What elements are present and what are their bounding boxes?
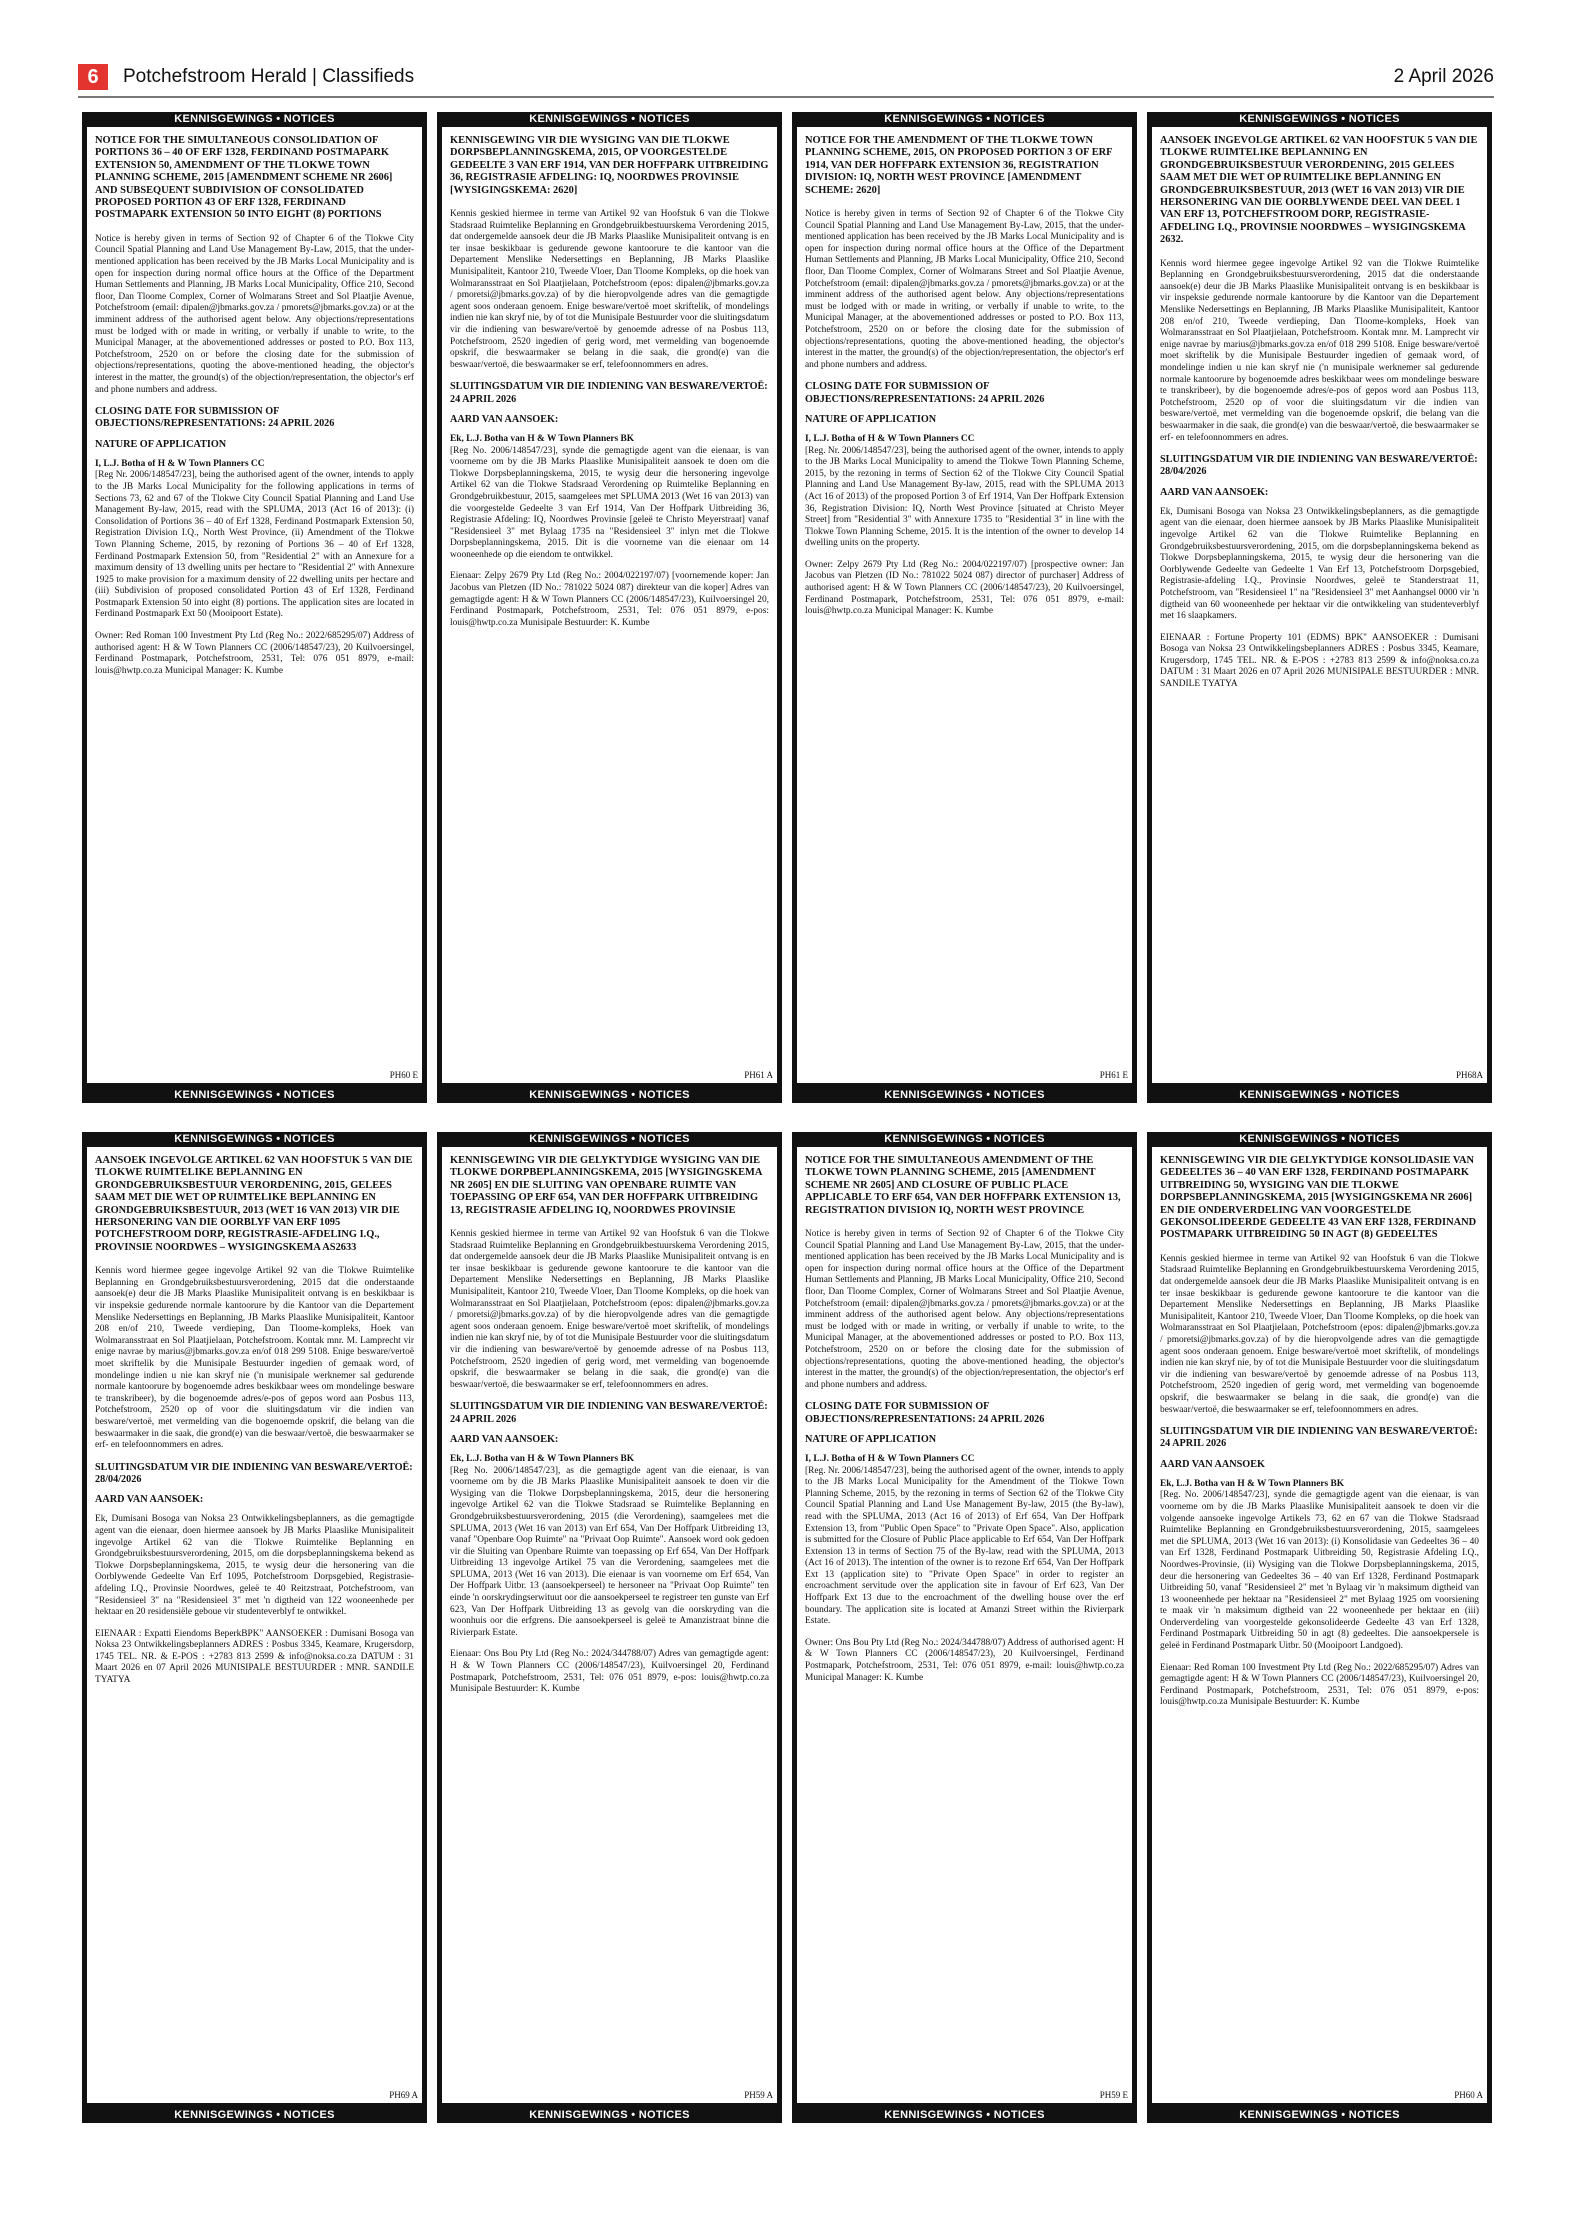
notice-header-bar: KENNISGEWINGS • NOTICES xyxy=(1147,112,1492,127)
nature-heading: NATURE OF APPLICATION xyxy=(805,413,937,425)
notice-body: Kennis word hiermee gegee ingevolge Artikel 92 van die Tlokwe Ruimtelike Beplanning en Grondgebruiksbestuursverordening, 2015 dat die onderstaande aansoek(e) deur die JB Marks Plaaslike Munisipaliteit ontvang is en beskikbaar is vir inspeksie gedurende normale kantoorure by die Kantoor van die Departement Menslike Nedersettings en Beplanning, JB Marks Plaaslike Munisipaliteit, Kantoor 208 en/of 210, Tweede verdieping, Dan Tloome-kompleks, Hoek van Wolmaransstraat en Sol Plaatjielaan, Potchefstroom. Kontak mnr. M. Lamprecht vir enige navrae by marius@jbmarks.gov.za en/of 018 299 5108. Enige besware/vertoë moet skriftelik by die Munisipale Bestuurder ingedien of gemaak word, of mondelinge indien u nie kan skryf nie ('n munisipale werknemer sal gedurende normale kantoorure by bogenoemde adres beskikbaar wees om mondelinge besware te transkribeer), by die bogenoemde adres/e-pos of gepos word aan Posbus 113, Potchefstroom, 2520 op of voor die sluitingsdatum vir die indien van besware/vertoë, met vermelding van die bogenoemde opskrif, die belang van die beswaarmaker in die saak, die grond(e) van die beswaar/vertoë, die beswaarmaker se erf- en telefoonnommers en adres. xyxy=(95,1266,414,1451)
notice-header-bar: KENNISGEWINGS • NOTICES xyxy=(437,112,782,127)
notice-ref: PH59 A xyxy=(744,2090,773,2100)
notice-body: Kennis geskied hiermee in terme van Artikel 92 van Hoofstuk 6 van die Tlokwe Stadsraad Ruimtelike Beplanning en Grondgebruikbestuurskema Verordening 2015, dat ondergemelde aansoek deur die JB Marks Plaaslike Munisipaliteit ontvang is en ter insae beskikbaar is gedurende gewone kantoorure te die kantoor van die Departement Menslike Nedersettings en Beplanning, JB Marks Plaaslike Munisipaliteit, Kantoor 210, Tweede Vloer, Dan Tloome Kompleks, op die hoek van Wolmaransstraat en Sol Plaatjielaan, Potchefstroom (epos: dipalen@jbmarks.gov.za / pmoretsi@jbmarks.gov.za) of by die hieropvolgende adres van die gemagtigde agent soos onderaan genoem. Enige besware/vertoë moet skriftelik, of mondelings indien nie kan skryf nie, by of tot die Munisipale Bestuurder voor die sluitingsdatum vir die indiening van besware/vertoë by genoemde adresse of na Posbus 113, Potchefstroom, 2520 ingedien of gerig word, met vermelding van bogenoemde opskrif, die beswaarmaker se belang in die saak, die grond(e) van die beswaar/vertoë, die beswaarmaker se erf, telefoonnommers en adres. xyxy=(450,209,769,370)
notice-title: KENNISGEWING VIR DIE GELYKTYDIGE WYSIGING VAN DIE TLOKWE DORPBEPLANNINGSKEMA, 2015 [WYSIGINGSKEMA NR 2605] EN DIE SLUITING VAN OPENBARE RUIMTE VAN TOEPASSING OP ERF 654, VAN DER HOFFPARK UITBREIDING 13, REGISTRASIE AFDELING IQ, NOORDWES PROVINSIE xyxy=(450,1155,762,1216)
notice-header-bar: KENNISGEWINGS • NOTICES xyxy=(437,1132,782,1147)
notice-title: KENNISGEWING VIR DIE GELYKTYDIGE KONSOLIDASIE VAN GEDEELTES 36 – 40 VAN ERF 1328, FERDINAND POSTMAPARK UITBREIDING 50, WYSIGING VAN DIE TLOKWE DORPSBEPLANNINGSKEMA, 2015 [WYSIGINGSKEMA NR 2606] EN DIE ONDERVERDELING VAN VOORGESTELDE GEKONSOLIDEERDE GEDEELTE 43 VAN ERF 1328, FERDINAND POSTMAPARK UITBREIDING 50 IN AGT (8) GEDEELTES xyxy=(1160,1155,1477,1241)
notice-footer: Eienaar: Ons Bou Pty Ltd (Reg No.: 2024/344788/07) Adres van gemagtigde agent: H & W Town Planners CC (2006/148547/23), Kuilvoersingel 20, Ferdinand Postmapark, Potchefstroom, 2531, Tel: 076 051 8979, e-pos: louis@hwtp.co.za Munisipale Bestuurder: K. Kumbe xyxy=(450,1649,769,1695)
notice-body: Kennis geskied hiermee in terme van Artikel 92 van Hoofstuk 6 van die Tlokwe Stadsraad Ruimtelike Beplanning en Grondgebruikbestuurskema Verordening 2015, dat ondergemelde aansoek deur die JB Marks Plaaslike Munisipaliteit ontvang is en ter insae beskikbaar is gedurende gewone kantoorure te die kantoor van die Departement Menslike Nedersettings en Beplanning, JB Marks Plaaslike Munisipaliteit, Kantoor 210, Tweede Vloer, Dan Tloome Kompleks, op die hoek van Wolmaransstraat en Sol Plaatjielaan, Potchefstroom (epos: dipalen@jbmarks.gov.za / pmoretsi@jbmarks.gov.za) of by die hieropvolgende adres van die gemagtigde agent soos onderaan genoem. Enige besware/vertoë moet skriftelik, of mondelings indien nie kan skryf nie, by of tot die Munisipale Bestuurder voor die sluitingsdatum vir die indiening van besware/vertoë by genoemde adresse of na Posbus 113, Potchefstroom, 2520 ingedien of gerig word, met vermelding van bogenoemde opskrif, die beswaarmaker se belang in die saak, die grond(e) van die beswaar/vertoë, die beswaarmaker se erf, telefoonnommers en adres. xyxy=(450,1229,769,1390)
notice-footer-bar: KENNISGEWINGS • NOTICES xyxy=(1147,2108,1492,2123)
notice-ref: PH60 E xyxy=(389,1070,418,1080)
notice-box xyxy=(1147,1133,1492,2121)
notice-footer-bar: KENNISGEWINGS • NOTICES xyxy=(437,1088,782,1103)
applicant-line: Ek, L.J. Botha van H & W Town Planners BK xyxy=(1160,1478,1345,1489)
nature-text: Ek, Dumisani Bosoga van Noksa 23 Ontwikkelingsbeplanners, as die gemagtigde agent van die eienaar, doen hiermee aansoek by JB Marks Plaaslike Munisipaliteit ingevolge Artikel 62 van die Tlokwe Ruimtelike Beplanning en Grondgebruiksbestuursverordening, 2015, om die dorpsbeplanningskema bekend as Tlokwe Dorpsbeplanningskema, 2015, te wysig deur die hersonering van die Oorblywende Gedeelte van Gedeelte 1 Van Erf 13, Potchefstroom Dorpsgebied, Registrasie-afdeling I.Q., Provinsie Noordwes, geleë te Standerstraat 11, Potchefstroom, van "Residensieel 1" na "Residensieel 3" met Aanhangsel 0000 vir 'n digtheid van 60 wooneenhede per hektaar vir die ontwikkeling van studenteverblyf met 16 slaapkamers. xyxy=(1160,506,1479,622)
notice-footer-bar: KENNISGEWINGS • NOTICES xyxy=(82,2108,427,2123)
nature-heading: AARD VAN AANSOEK: xyxy=(95,1494,204,1506)
notice-ref: PH61 A xyxy=(744,1070,773,1080)
page-header xyxy=(78,64,1494,92)
nature-heading: AARD VAN AANSOEK: xyxy=(450,1433,559,1445)
notice-footer-bar: KENNISGEWINGS • NOTICES xyxy=(82,1088,427,1103)
header-rule xyxy=(78,96,1494,98)
notice-box xyxy=(437,113,782,1101)
notice-header-bar: KENNISGEWINGS • NOTICES xyxy=(792,112,1137,127)
nature-heading: AARD VAN AANSOEK xyxy=(1160,1458,1265,1470)
nature-text: [Reg No. 2006/148547/23], synde die gemagtigde agent van die eienaar, is van voorneme om by die JB Marks Plaaslike Munisipaliteit aansoek te doen om die Tlokwe Dorpsbeplanningskema, 2015, te wysig deur die hersonering ingevolge Artikel 62 van die Tlokwe Stadsraad Verordening op Ruimtelike Beplanning en Grondgebruikbestuur, 2015, saamgelees met SPLUMA 2013 (Wet 16 van 2013) van die voorgestelde Gedeelte 3 van Erf 1914, Van Der Hoffpark Uitbreiding 36, Registrasie Afdeling: IQ, Noordwes Provinsie [geleë te Christo Meyerstraat] vanaf "Residensieel 3" met Bylaag 1735 na "Residensieel 3" inlyn met die Tlokwe Dorpsbeplanningskema, 2015. Dit is die voorneme van die eienaar om 14 wooneenhede op die eiendom te ontwikkel. xyxy=(450,445,769,560)
notice-footer: Eienaar: Zelpy 2679 Pty Ltd (Reg No.: 2004/022197/07) [voornemende koper: Jan Jacobus van Pletzen (ID No.: 781022 5024 087) direkteur van die koper] Adres van gemagtigde agent: H & W Town Planners CC (2006/148547/23), Kuilvoersingel 20, Ferdinand Postmapark, Potchefstroom, 2531, Tel: 076 051 8979, e-pos: louis@hwtp.co.za Munisipale Bestuurder: K. Kumbe xyxy=(450,571,769,628)
publication-title: Potchefstroom Herald | Classifieds xyxy=(123,66,415,87)
notice-box xyxy=(792,1133,1137,2121)
nature-heading: NATURE OF APPLICATION xyxy=(805,1433,937,1445)
closing-date: SLUITINGSDATUM VIR DIE INDIENING VAN BESWARE/VERTOË: 24 APRIL 2026 xyxy=(450,381,768,405)
closing-date: SLUITINGSDATUM VIR DIE INDIENING VAN BESWARE/VERTOË: 24 APRIL 2026 xyxy=(1160,1426,1478,1450)
nature-heading: NATURE OF APPLICATION xyxy=(95,438,227,450)
page-number: 6 xyxy=(78,64,108,90)
notice-ref: PH59 E xyxy=(1099,2090,1128,2100)
notice-title: NOTICE FOR THE SIMULTANEOUS AMENDMENT OF THE TLOKWE TOWN PLANNING SCHEME, 2015 [AMENDMENT SCHEME NR 2605] AND CLOSURE OF PUBLIC PLACE APPLICABLE TO ERF 654, VAN DER HOFFPARK EXTENSION 13, REGISTRATION DIVISION IQ, NORTH WEST PROVINCE xyxy=(805,1155,1121,1216)
notice-footer: EIENAAR : Fortune Property 101 (EDMS) BPK" AANSOEKER : Dumisani Bosoga van Noksa 23 Ontwikkelingsbeplanners ADRES : Posbus 3345, Keamare, Krugersdorp, 1745 TEL. NR. & E-POS : +2783 813 2599 & info@noksa.co.za DATUM : 31 Maart 2026 en 07 April 2026 MUNISIPALE BESTUURDER : MNR. SANDILE TYATYA xyxy=(1160,632,1479,690)
notice-title: NOTICE FOR THE AMENDMENT OF THE TLOKWE TOWN PLANNING SCHEME, 2015, ON PROPOSED PORTION 3 OF ERF 1914, VAN DER HOFFPARK EXTENSION 36, REGISTRATION DIVISION: IQ, NORTH WEST PROVINCE [AMENDMENT SCHEME: 2620] xyxy=(805,135,1113,196)
closing-date: SLUITINGSDATUM VIR DIE INDIENING VAN BESWARE/VERTOË: 28/04/2026 xyxy=(95,1461,413,1485)
notice-footer: EIENAAR : Expatti Eiendoms BeperkBPK" AANSOEKER : Dumisani Bosoga van Noksa 23 Ontwikkelingsbeplanners ADRES : Posbus 3345, Keamare, Krugersdorp, 1745 TEL. NR. & E-POS : +2783 813 2599 & info@noksa.co.za DATUM : 31 Maart 2026 en 07 April 2026 MUNISIPALE BESTUURDER : MNR. SANDILE TYATYA xyxy=(95,1628,414,1686)
notice-title: AANSOEK INGEVOLGE ARTIKEL 62 VAN HOOFSTUK 5 VAN DIE TLOKWE RUIMTELIKE BEPLANNING EN GRONDGEBRUIKSBESTUUR VERORDENING, 2015 GELEES SAAM MET DIE WET OP RUIMTELIKE BEPLANNING EN GRONDGEBRUIKSBESTUUR, 2013 (WET 16 VAN 2013) VIR DIE HERSONERING VAN DIE OORBLYWENDE DEEL VAN DEEL 1 VAN ERF 13, POTCHEFSTROOM DORP, REGISTRASIE-AFDELING I.Q., PROVINSIE NOORDWES – WYSIGINGSKEMA 2632. xyxy=(1160,135,1478,246)
notice-box xyxy=(82,113,427,1101)
nature-heading: AARD VAN AANSOEK: xyxy=(1160,486,1269,498)
notice-ref: PH69 A xyxy=(389,2090,418,2100)
closing-date: SLUITINGSDATUM VIR DIE INDIENING VAN BESWARE/VERTOË: 24 APRIL 2026 xyxy=(450,1401,768,1425)
applicant-line: Ek, L.J. Botha van H & W Town Planners BK xyxy=(450,433,635,444)
notice-footer: Owner: Ons Bou Pty Ltd (Reg No.: 2024/344788/07) Address of authorised agent: H & W Town Planners CC (2006/148547/23), 20 Kuilvoersingel, Ferdinand Postmapark, Potchefstroom, 2531, Tel: 076 051 8979, e-mail: louis@hwtp.co.za Municipal Manager: K. Kumbe xyxy=(805,1637,1124,1683)
notice-header-bar: KENNISGEWINGS • NOTICES xyxy=(792,1132,1137,1147)
applicant-line: Ek, L.J. Botha van H & W Town Planners BK xyxy=(450,1453,635,1464)
closing-date: CLOSING DATE FOR SUBMISSION OF OBJECTIONS/REPRESENTATIONS: 24 APRIL 2026 xyxy=(805,381,1045,405)
nature-text: [Reg. Nr. 2006/148547/23], being the authorised agent of the owner, intends to apply to the JB Marks Local Municipality for the Amendment of the Tlokwe Town Planning Scheme, 2015, by the rezoning in terms of Section 62 of the Tlokwe City Council Spatial Planning and Land Use Management By-law, 2015 (the By-law), read with the SPLUMA, 2013 (Act 16 of 2013) of Erf 654, Van Der Hoffpark Extension 13, from "Public Open Space" to "Private Open Space". Also, application is submitted for the Closure of Public Place applicable to Erf 654, Van Der Hoffpark Extension 13 in terms of Section 75 of the By-law, read with the SPLUMA, 2013 (Act 16 of 2013). The intention of the owner is to rezone Erf 654, Van Der Hoffpark Ext 13 (application site) to "Private Open Space" in order to register an encroachment servitude over the application site in favour of Erf 623, Van Der Hoffpark Ext 13 due to the encroachment of the dwelling house over the erf boundary. The application site is located at Amanzi Street within the Rivierpark Estate. xyxy=(805,1465,1124,1627)
nature-heading: AARD VAN AANSOEK: xyxy=(450,413,559,425)
notice-body: Kennis word hiermee gegee ingevolge Artikel 92 van die Tlokwe Ruimtelike Beplanning en Grondgebruiksbestuursverordening, 2015 dat die onderstaande aansoek(e) deur die JB Marks Plaaslike Munisipaliteit ontvang is en beskikbaar is vir inspeksie gedurende normale kantoorure by die Kantoor van die Departement Menslike Nedersettings en Beplanning, JB Marks Plaaslike Munisipaliteit, Kantoor 208 en/of 210, Tweede verdieping, Dan Tloome-kompleks, Hoek van Wolmaransstraat en Sol Plaatjielaan, Potchefstroom. Kontak mnr. M. Lamprecht vir enige navrae by marius@jbmarks.gov.za en/of 018 299 5108. Enige besware/vertoë moet skriftelik by die Munisipale Bestuurder ingedien of gemaak word, of mondelinge indien u nie kan skryf nie ('n munisipale werknemer sal gedurende normale kantoorure by bogenoemde adres beskikbaar wees om mondelinge besware te transkribeer), by die bogenoemde adres/e-pos of gepos word aan Posbus 113, Potchefstroom, 2520 op of voor die sluitingsdatum vir die indien van besware/vertoë, met vermelding van die bogenoemde opskrif, die belang van die beswaarmaker in die saak, die grond(e) van die beswaar/vertoë, die beswaarmaker se erf- en telefoonnommers en adres. xyxy=(1160,258,1479,443)
notice-body: Kennis geskied hiermee in terme van Artikel 92 van Hoofstuk 6 van die Tlokwe Stadsraad Ruimtelike Beplanning en Grondgebruikbestuurskema Verordening 2015, dat ondergemelde aansoek deur die JB Marks Plaaslike Munisipaliteit ontvang is en ter insae beskikbaar is gedurende gewone kantoorure te die kantoor van die Departement Menslike Nedersettings en Beplanning, JB Marks Plaaslike Munisipaliteit, Kantoor 210, Tweede Vloer, Dan Tloome Kompleks, op die hoek van Wolmaransstraat en Sol Plaatjielaan, Potchefstroom (epos: dipalen@jbmarks.gov.za / pmoretsi@jbmarks.gov.za) of by die hieropvolgende adres van die gemagtigde agent soos onderaan genoem. Enige besware/vertoë moet skriftelik, of mondelings indien nie kan skryf nie, by of tot die Munisipale Bestuurder voor die sluitingsdatum vir die indiening van besware/vertoë by genoemde adresse of na Posbus 113, Potchefstroom, 2520 ingedien of gerig word, met vermelding van bogenoemde opskrif, die beswaarmaker se belang in die saak, die grond(e) van die beswaar/vertoë, die beswaarmaker se erf, telefoonnommers en adres. xyxy=(1160,1253,1479,1415)
notice-title: NOTICE FOR THE SIMULTANEOUS CONSOLIDATION OF PORTIONS 36 – 40 OF ERF 1328, FERDINAND POSTMAPARK EXTENSION 50, AMENDMENT OF THE TLOKWE TOWN PLANNING SCHEME, 2015 [AMENDMENT SCHEME NR 2606] AND SUBSEQUENT SUBDIVISION OF CONSOLIDATED PROPOSED PORTION 43 OF ERF 1328, FERDINAND POSTMAPARK EXTENSION 50 INTO EIGHT (8) PORTIONS xyxy=(95,135,393,221)
notice-title: AANSOEK INGEVOLGE ARTIKEL 62 VAN HOOFSTUK 5 VAN DIE TLOKWE RUIMTELIKE BEPLANNING EN GRONDGEBRUIKSBESTUUR VERORDENING, 2015, GELEES SAAM MET DIE WET OP RUIMTELIKE BEPLANNING EN GRONDGEBRUIKSBESTUUR, 2013 (WET 16 VAN 2013) VIR DIE HERSONERING VAN DIE OORBLYF VAN ERF 1095 POTCHEFSTROOM DORP, REGISTRASIE-AFDELING I.Q., PROVINSIE NOORDWES – WYSIGINGSKEMA AS2633 xyxy=(95,1155,413,1253)
nature-text: Ek, Dumisani Bosoga van Noksa 23 Ontwikkelingsbeplanners, as die gemagtigde agent van die eienaar, doen hiermee aansoek by JB Marks Plaaslike Munisipaliteit ingevolge Artikel 62 van die Tlokwe Ruimtelike Beplanning en Grondgebruiksbestuursverordening, 2015, om die dorpsbeplanningskema bekend as Tlokwe Dorpsbeplanningskema, 2015, te wysig deur die hersonering van die Oorblywende Gedeelte Van Erf 1095, Potchefstroom Dorpsgebied, Registrasie-afdeling I.Q., Provinsie Noordwes, geleë te 40 Reitzstraat, Potchefstroom, van "Residensieel 3" na "Residensieel 3" met 'n digtheid van 122 wooneenhede per hektaar en 20 residensiële geboue vir studenteverblyf te ontwikkel. xyxy=(95,1514,414,1618)
notice-footer: Eienaar: Red Roman 100 Investment Pty Ltd (Reg No.: 2022/685295/07) Adres van gemagtigde agent: H & W Town Planners CC (2006/148547/23), Kuilvoersingel 20, Ferdinand Postmapark, Potchefstroom, 2531, Tel: 076 051 8979, e-pos: louis@hwtp.co.za Munisipale Bestuurder: K. Kumbe xyxy=(1160,1662,1479,1708)
notice-box xyxy=(82,1133,427,2121)
notice-box xyxy=(1147,113,1492,1101)
notice-header-bar: KENNISGEWINGS • NOTICES xyxy=(82,1132,427,1147)
notice-ref: PH61 E xyxy=(1099,1070,1128,1080)
nature-text: [Reg. No. 2006/148547/23], synde die gemagtigde agent van die eienaar, is van voorneme om by die JB Marks Plaaslike Munisipaliteit aansoek te doen vir die volgende aansoeke ingevolge Artikels 73, 62 en 67 van die Tlokwe Stadsraad Ruimtelike Beplanning en Grondgebruiksbestuursverordening, 2015, saamgelees met die SPLUMA, 2013 (Wet 16 van 2013): (i) Konsolidasie van Gedeeltes 36 – 40 van Erf 1328, Ferdinand Postmapark Uitbreiding 50, Registrasie Afdeling I.Q., Noordwes-Provinsie, (ii) Wysiging van die Tlokwe Dorpsbeplanningskema, 2015, deur die hersonering van Gedeeltes 36 – 40 van Erf 1328, Ferdinand Postmapark Uitbreiding 50, vanaf "Residensieel 2" met 'n Bylaag vir 'n maksimum digtheid van 13 wooneenhede per hektaar na "Residensieel 2" met Bylaag 1925 om voorsiening te maak vir 'n maksimum digtheid van 22 wooneenhede per hektaar en (iii) Onderverdeling van voorgestelde gekonsolideerde Gedeelte 43 van Erf 1328, Ferdinand Postmapark Uitbreiding 50 in agt (8) gedeeltes. Die aansoekpersele is geleë in Ferdinand Postmapark Uitbr. 50 (Mooipoort Landgoed). xyxy=(1160,1490,1479,1652)
applicant-line: I, L.J. Botha of H & W Town Planners CC xyxy=(805,433,975,444)
notice-footer-bar: KENNISGEWINGS • NOTICES xyxy=(1147,1088,1492,1103)
notice-ref: PH60 A xyxy=(1454,2090,1483,2100)
notice-footer-bar: KENNISGEWINGS • NOTICES xyxy=(792,1088,1137,1103)
closing-date: CLOSING DATE FOR SUBMISSION OF OBJECTIONS/REPRESENTATIONS: 24 APRIL 2026 xyxy=(805,1401,1045,1425)
notice-body: Notice is hereby given in terms of Section 92 of Chapter 6 of the Tlokwe City Council Spatial Planning and Land Use Management By-Law, 2015, that the under-mentioned application has been received by the JB Marks Local Municipality and is open for inspection during normal office hours at the Office of the Department Human Settlements and Planning, JB Marks Local Municipality, Office 210, Second floor, Dan Tloome Complex, Corner of Wolmarans Street and Sol Plaatjie Avenue, Potchefstroom (email: dipalen@jbmarks.gov.za / pmorets@jbmarks.gov.za) or at the imminent address of the authorised agent below. Any objections/representations must be lodged with or made in writing, or verbally if unable to write, to the Municipal Manager, at the abovementioned addresses or posted to P.O. Box 113, Potchefstroom, 2520 on or before the closing date for the submission of objections/representations, quoting the above-mentioned heading, the objector's interest in the matter, the ground(s) of the objection/representation, the objector's erf and phone numbers and address. xyxy=(805,1229,1124,1390)
nature-text: [Reg Nr. 2006/148547/23], being the authorised agent of the owner, intends to apply to the JB Marks Local Municipality for the following applications in terms of Sections 73, 62 and 67 of the Tlokwe City Council Spatial Planning and Land Use Management By-law, 2015, read with the SPLUMA, 2013 (Act 16 of 2013): (i) Consolidation of Portions 36 – 40 of Erf 1328, Ferdinand Postmapark Extension 50, Registration Division I.Q., North West Province, (ii) Amendment of the Tlokwe Town Planning Scheme, 2015, by rezoning of Portions 36 – 40 of Erf 1328, Ferdinand Postmapark Extension 50, from "Residential 2" with an Annexure for a maximum density of 13 dwelling units per hectare to "Residential 2" with Annexure 1925 to make provision for a maximum density of 22 dwelling units per hectare and (iii) Subdivision of proposed consolidated Portion 43 of Erf 1328, Ferdinand Postmapark Extension 50 into eight (8) portions. The application sites are located in Ferdinand Postmapark Ext 50 (Mooipoort Estate). xyxy=(95,470,414,620)
notice-footer-bar: KENNISGEWINGS • NOTICES xyxy=(792,2108,1137,2123)
nature-text: [Reg No. 2006/148547/23], as die gemagtigde agent van die eienaar, is van voorneme om by die JB Marks Plaaslike Munisipaliteit aansoek te doen vir die Wysiging van die Tlokwe Dorpsbeplanningskema, 2015, deur die hersonering ingevolge Artikel 62 van die Tlokwe Stadsraad se Ruimtelike Beplanning en Grondgebruiksbestuursverordening, 2015 (die Verordening), saamgelees met die SPLUMA, 2013 (Wet 16 van 2013) van Erf 654, Van Der Hoffpark Uitbreiding 13, vanaf "Openbare Oop Ruimte" na "Privaat Oop Ruimte". Aansoek word ook gedoen vir die Sluiting van Openbare Ruimte van toepassing op Erf 654, Van Der Hoffpark Uitbreiding 13 ingevolge Artikel 75 van die Verordening, saamgelees met die SPLUMA, 2013 (Wet 16 van 2013). Die eienaar is van voorneme om Erf 654, Van Der Hoffpark Uitbr. 13 (aansoekperseel) te hersoneer na "Privaat Oop Ruimte" ten einde 'n oorskrydingserwituut oor die aansoekperseel te registreer ten gunste van Erf 623, Van Der Hoffpark Uitbreiding 13 as gevolg van die oorskryding van die woonhuis oor die erfgrens. Die aansoekperseel is geleë te Amanzistraat binne die Rivierpark Estate. xyxy=(450,1465,769,1638)
notice-box xyxy=(792,113,1137,1101)
notice-footer-bar: KENNISGEWINGS • NOTICES xyxy=(437,2108,782,2123)
closing-date: CLOSING DATE FOR SUBMISSION OF OBJECTIONS/REPRESENTATIONS: 24 APRIL 2026 xyxy=(95,406,335,430)
closing-date: SLUITINGSDATUM VIR DIE INDIENING VAN BESWARE/VERTOË: 28/04/2026 xyxy=(1160,454,1478,478)
applicant-line: I, L.J. Botha of H & W Town Planners CC xyxy=(805,1453,975,1464)
applicant-line: I, L.J. Botha of H & W Town Planners CC xyxy=(95,458,265,469)
notice-body: Notice is hereby given in terms of Section 92 of Chapter 6 of the Tlokwe City Council Spatial Planning and Land Use Management By-Law, 2015, that the under-mentioned application has been received by the JB Marks Local Municipality and is open for inspection during normal office hours at the Office of the Department Human Settlements and Planning, JB Marks Local Municipality, Office 210, Second floor, Dan Tloome Complex, Corner of Wolmarans Street and Sol Plaatjie Avenue, Potchefstroom (email: dipalen@jbmarks.gov.za / pmorets@jbmarks.gov.za) or at the imminent address of the authorised agent below. Any objections/representations must be lodged with or made in writing, or verbally if unable to write, to the Municipal Manager, at the abovementioned addresses or posted to P.O. Box 113, Potchefstroom, 2520 on or before the closing date for the submission of objections/representations, quoting the above-mentioned heading, the objector's interest in the matter, the ground(s) of the objection/representation, the objector's erf and phone numbers and address. xyxy=(95,233,414,395)
notice-ref: PH68A xyxy=(1455,1070,1483,1080)
notice-title: KENNISGEWING VIR DIE WYSIGING VAN DIE TLOKWE DORPSBEPLANNINGSKEMA, 2015, OP VOORGESTELDE GEDEELTE 3 VAN ERF 1914, VAN DER HOFFPARK UITBREIDING 36, REGISTRASIE AFDELING: IQ, NOORDWES PROVINSIE [WYSIGINGSKEMA: 2620] xyxy=(450,135,769,196)
notice-body: Notice is hereby given in terms of Section 92 of Chapter 6 of the Tlokwe City Council Spatial Planning and Land Use Management By-Law, 2015, that the under-mentioned application has been received by the JB Marks Local Municipality and is open for inspection during normal office hours at the Office of the Department Human Settlements and Planning, JB Marks Local Municipality, Office 210, Second floor, Dan Tloome Complex, Corner of Wolmarans Street and Sol Plaatjie Avenue, Potchefstroom (email: dipalen@jbmarks.gov.za / pmorets@jbmarks.gov.za) or at the imminent address of the authorised agent below. Any objections/representations must be lodged with or made in writing, or verbally if unable to write, to the Municipal Manager, at the abovementioned addresses or posted to P.O. Box 113, Potchefstroom, 2520 on or before the closing date for the submission of objections/representations, quoting the above-mentioned heading, the objector's interest in the matter, the ground(s) of the objection/representation, the objector's erf and phone numbers and address. xyxy=(805,209,1124,370)
notice-header-bar: KENNISGEWINGS • NOTICES xyxy=(82,112,427,127)
notice-box xyxy=(437,1133,782,2121)
notice-footer: Owner: Red Roman 100 Investment Pty Ltd (Reg No.: 2022/685295/07) Address of authorised agent: H & W Town Planners CC (2006/148547/23), 20 Kuilvoersingel, Ferdinand Postmapark, Potchefstroom, 2531, Tel: 076 051 8979, e-mail: louis@hwtp.co.za Municipal Manager: K. Kumbe xyxy=(95,631,414,676)
notice-header-bar: KENNISGEWINGS • NOTICES xyxy=(1147,1132,1492,1147)
publication-date: 2 April 2026 xyxy=(1393,66,1494,87)
notice-footer: Owner: Zelpy 2679 Pty Ltd (Reg No.: 2004/022197/07) [prospective owner: Jan Jacobus van Pletzen (ID No.: 781022 5024 087) director of purchaser] Address of authorised agent: H & W Town Planners CC (2006/148547/23), 20 Kuilvoersingel, Ferdinand Postmapark, Potchefstroom, 2531, Tel: 076 051 8979, e-mail: louis@hwtp.co.za Municipal Manager: K. Kumbe xyxy=(805,559,1124,617)
nature-text: [Reg. Nr. 2006/148547/23], being the authorised agent of the owner, intends to apply to the JB Marks Local Municipality to amend the Tlokwe Town Planning Scheme, 2015, by the rezoning in terms of Section 62 of the Tlokwe City Council Spatial Planning and Land Use Management By-law, 2015, read with the SPLUMA 2013 (Act 16 of 2013) of the proposed Portion 3 of Erf 1914, Van Der Hoffpark Extension 36, Registration Division: IQ, North West Province [situated at Christo Meyer Street] from "Residential 3" with Annexure 1735 to "Residential 3" in line with the Tlokwe Town Planning Scheme, 2015. It is the intention of the owner to develop 14 dwelling units on the property. xyxy=(805,445,1124,549)
